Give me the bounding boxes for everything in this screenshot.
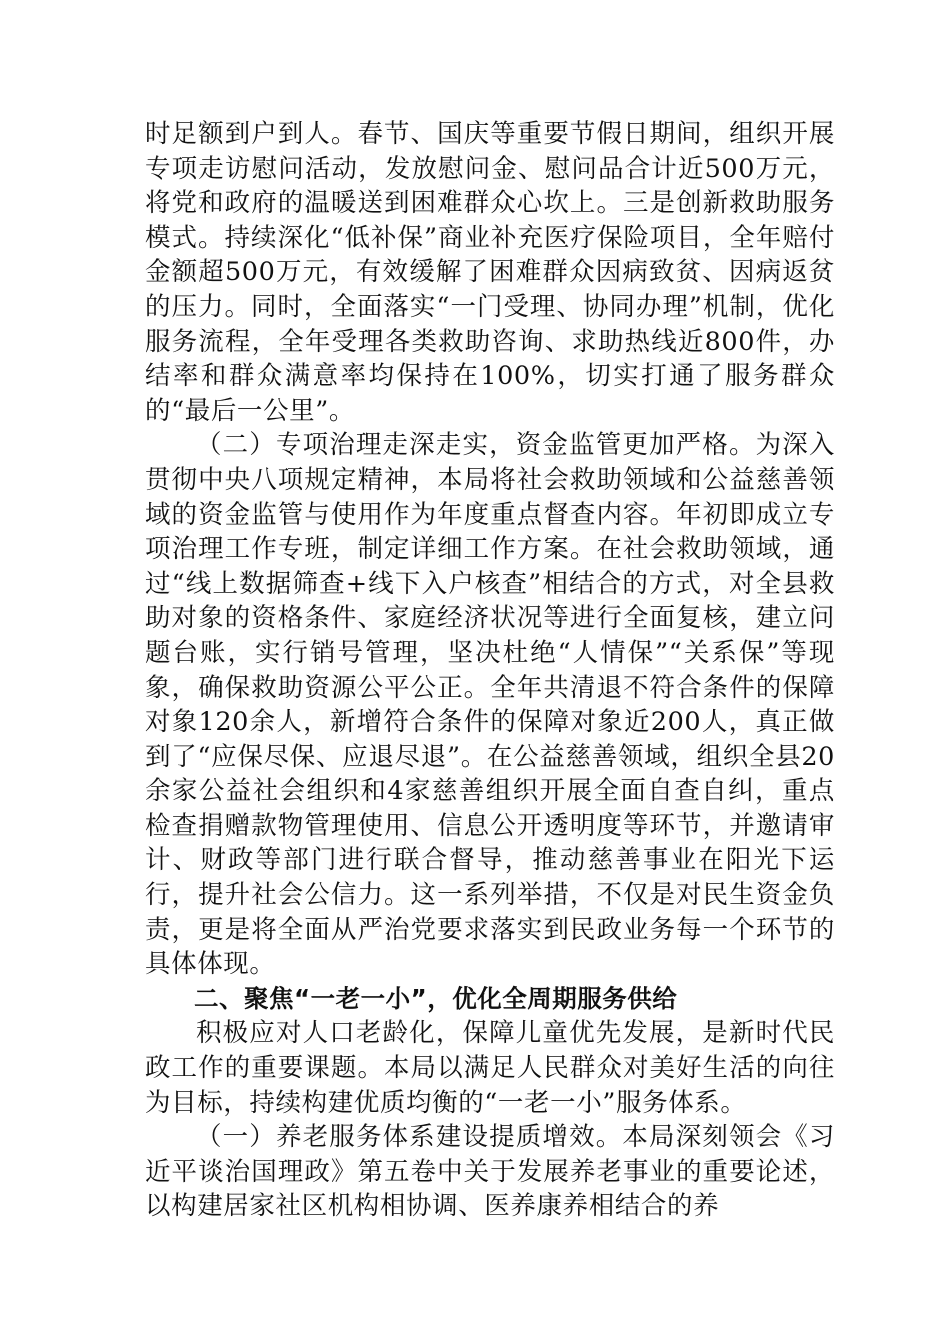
paragraph-elderly-service: （一）养老服务体系建设提质增效。本局深刻领会《习近平谈治国理政》第五卷中关于发展养老事业的重要论述，以构建居家社区机构相协调、医养康养相结合的养 (145, 1122, 835, 1222)
paragraph-relief-continuation: 时足额到户到人。春节、国庆等重要节假日期间，组织开展专项走访慰问活动，发放慰问金、慰问品合计近500万元，将党和政府的温暖送到困难群众心坎上。三是创新救助服务模式。持续深化“低补保”商业补充医疗保险项目，全年赔付金额超500万元，有效缓解了困难群众因病致贫、因病返贫的压力。同时，全面落实“一门受理、协同办理”机制，优化服务流程，全年受理各类救助咨询、求助热线近800件，办结率和群众满意率均保持在100%，切实打通了服务群众的“最后一公里”。 (145, 119, 835, 426)
document-body (145, 117, 835, 1224)
paragraph-elderly-child-intro: 积极应对人口老龄化，保障儿童优先发展，是新时代民政工作的重要课题。本局以满足人民群众对美好生活的向往为目标，持续构建优质均衡的“一老一小”服务体系。 (145, 1018, 835, 1118)
paragraph-special-governance: （二）专项治理走深走实，资金监管更加严格。为深入贯彻中央八项规定精神，本局将社会救助领域和公益慈善领域的资金监管与使用作为年度重点督查内容。年初即成立专项治理工作专班，制定详细工作方案。在社会救助领域，通过“线上数据筛查+线下入户核查”相结合的方式，对全县救助对象的资格条件、家庭经济状况等进行全面复核，建立问题台账，实行销号管理，坚决杜绝“人情保”“关系保”等现象，确保救助资源公平公正。全年共清退不符合条件的保障对象120余人，新增符合条件的保障对象近200人，真正做到了“应保尽保、应退尽退”。在公益慈善领域，组织全县20余家公益社会组织和4家慈善组织开展全面自查自纠，重点检查捐赠款物管理使用、信息公开透明度等环节，并邀请审计、财政等部门进行联合督导，推动慈善事业在阳光下运行，提升社会公信力。这一系列举措，不仅是对民生资金负责，更是将全面从严治党要求落实到民政业务每一个环节的具体体现。 (145, 430, 835, 980)
section-heading-elderly-child: 二、聚焦“一老一小”，优化全周期服务供给 (194, 983, 678, 1013)
